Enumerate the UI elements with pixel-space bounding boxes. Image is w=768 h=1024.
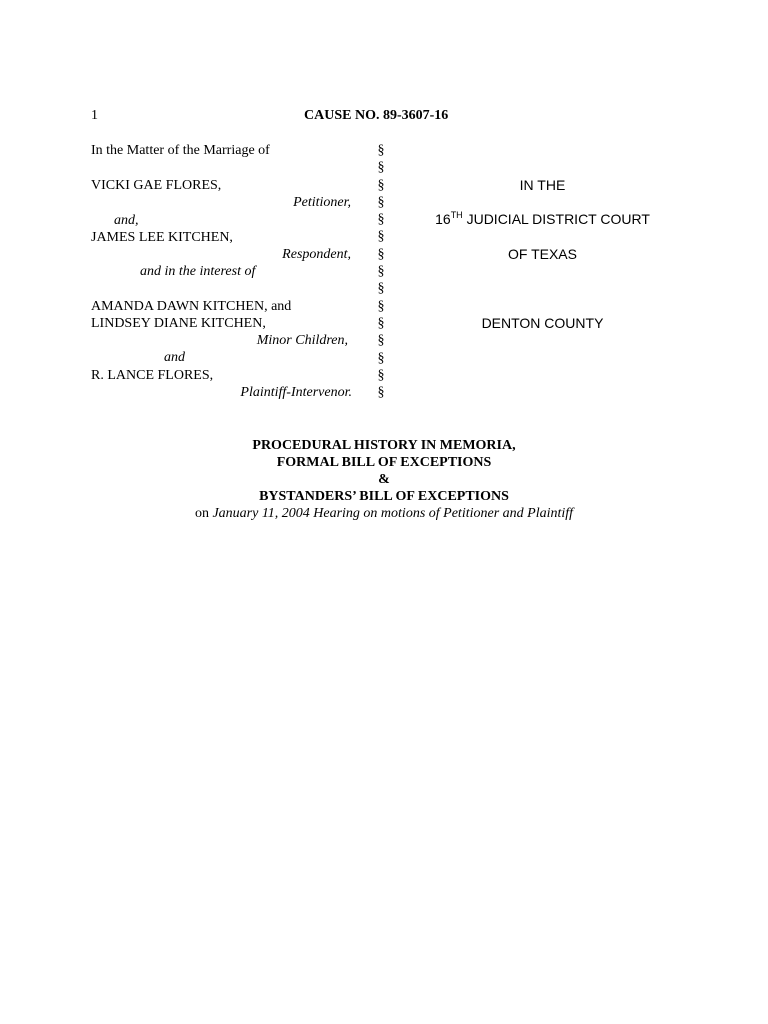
district-number: 16: [435, 211, 451, 227]
district-ordinal: TH: [450, 210, 463, 220]
section-symbol: §: [377, 194, 385, 210]
section-symbol: §: [377, 177, 385, 193]
section-symbol: §: [377, 160, 385, 176]
section-symbol-column: [375, 142, 387, 401]
court-county: DENTON COUNTY: [481, 315, 604, 331]
title-line-2: FORMAL BILL OF EXCEPTIONS: [276, 455, 492, 470]
section-symbol: §: [377, 143, 385, 158]
page-number: 1: [91, 108, 98, 123]
petitioner-name: VICKI GAE FLORES,: [91, 178, 222, 193]
court-in-the: IN THE: [519, 177, 566, 193]
section-symbol: §: [377, 333, 385, 349]
case-caption: [0, 142, 768, 412]
children-role: Minor Children,: [256, 333, 348, 348]
section-symbol: §: [377, 246, 385, 262]
child-2-name: LINDSEY DIANE KITCHEN,: [91, 316, 266, 331]
title-line-3: &: [378, 472, 390, 487]
section-symbol: §: [377, 281, 385, 297]
court-district: [410, 211, 675, 228]
intervenor-name: R. LANCE FLORES,: [91, 368, 214, 383]
child-1-name: AMANDA DAWN KITCHEN, and: [91, 299, 292, 314]
section-symbol: §: [377, 298, 385, 314]
document-title: [0, 437, 768, 522]
petitioner-role: Petitioner,: [293, 195, 351, 210]
section-symbol: §: [377, 264, 385, 280]
section-symbol: §: [377, 315, 385, 331]
title-line-4: BYSTANDERS’ BILL OF EXCEPTIONS: [259, 489, 509, 504]
matter-line: In the Matter of the Marriage of: [91, 143, 270, 158]
respondent-name: JAMES LEE KITCHEN,: [91, 230, 233, 245]
and-connector-1: and,: [114, 213, 139, 228]
section-symbol: §: [377, 367, 385, 383]
district-label: JUDICIAL DISTRICT COURT: [462, 211, 650, 227]
intervenor-role: Plaintiff-Intervenor.: [240, 385, 352, 400]
section-symbol: §: [377, 229, 385, 245]
court-state: OF TEXAS: [508, 246, 577, 262]
cause-number: CAUSE NO. 89-3607-16: [304, 108, 449, 123]
section-symbol: §: [377, 212, 385, 228]
subtitle-hearing: January 11, 2004 Hearing on motions of Petitioner and Plaintiff: [212, 506, 574, 521]
title-subtitle: [0, 505, 768, 522]
section-symbol: §: [377, 350, 385, 366]
and-connector-2: and: [164, 350, 185, 365]
respondent-role: Respondent,: [282, 247, 351, 262]
title-line-1: PROCEDURAL HISTORY IN MEMORIA,: [252, 438, 516, 453]
subtitle-prefix: on: [194, 506, 213, 521]
interest-of-line: and in the interest of: [140, 264, 256, 279]
section-symbol: §: [377, 385, 385, 401]
